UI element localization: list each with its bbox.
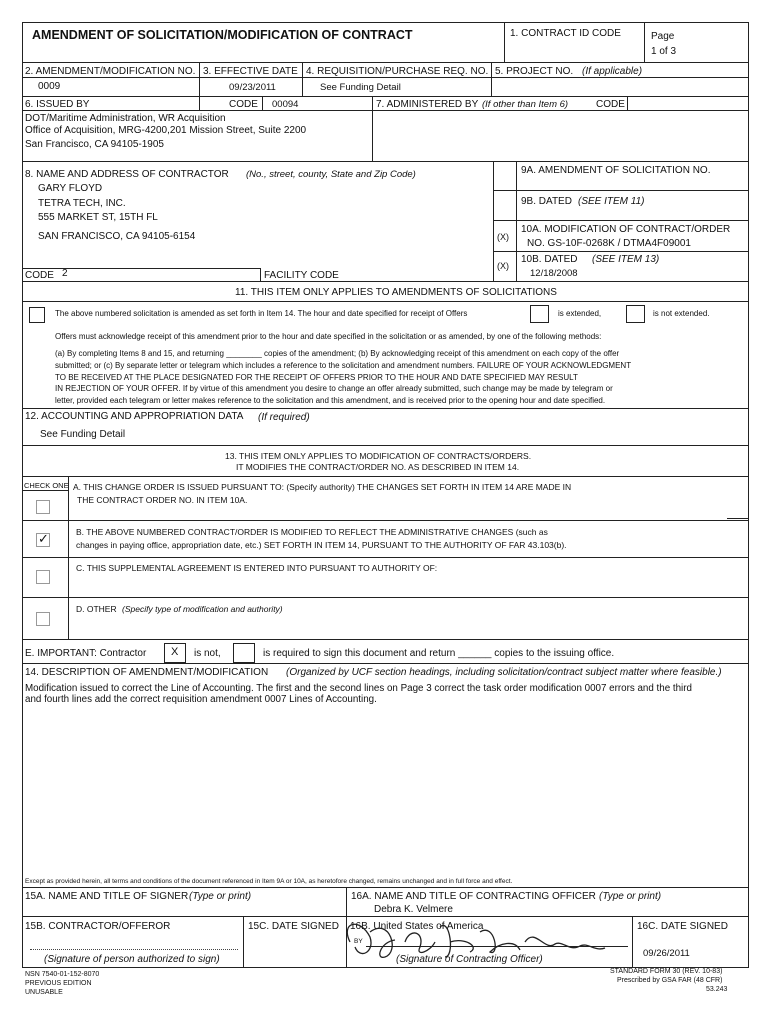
item8-label: 8. NAME AND ADDRESS OF CONTRACTOR — [25, 169, 229, 180]
handwritten-signature — [330, 912, 630, 964]
item6-code-label: CODE — [229, 99, 258, 110]
itemE-x: X — [171, 646, 179, 658]
item4-value: See Funding Detail — [320, 82, 401, 93]
item11-checkbox[interactable] — [29, 307, 45, 323]
option-b-line2: changes in paying office, appropriation date, etc.) SET FORTH IN ITEM 14, PURSUANT TO THE AUTHORITY OF FAR 43.103(b). — [76, 540, 567, 550]
option-d-hint: (Specify type of modification and authority) — [122, 604, 283, 614]
item16c-label: 16C. DATE SIGNED — [637, 921, 728, 932]
item10b-value: 12/18/2008 — [530, 268, 578, 279]
item12-hint: (If required) — [258, 412, 310, 423]
itemE-is-not-box[interactable] — [164, 643, 186, 663]
item10b-x: (X) — [497, 261, 509, 271]
methods-line4: IN REJECTION OF YOUR OFFER. If by virtue of this amendment you desire to change an offer already submitted, such change may be made by telegram or — [55, 384, 613, 393]
page-label: Page — [651, 31, 675, 42]
check-mark: ✓ — [38, 531, 49, 546]
form-left-border — [22, 22, 23, 968]
prescribed-label: Prescribed by GSA FAR (48 CFR) — [617, 977, 723, 984]
methods-line5: letter, provided each telegram or letter makes reference to the solicitation and this amendment, and is received prior to the opening hour and date specified. — [55, 396, 606, 405]
item16b-label: 16B. United States of America — [350, 921, 484, 932]
methods-line2: submitted; or (c) By separate letter or telegram which includes a reference to the solicitation and amendment numbers. FAILURE OF YOUR ACKNOWLEDGMENT — [55, 361, 632, 370]
option-d-checkbox[interactable] — [36, 612, 50, 626]
item7-code-label: CODE — [596, 99, 625, 110]
is-extended-checkbox[interactable] — [530, 305, 549, 323]
page-of: 1 of 3 — [651, 46, 677, 57]
item13-heading-line1: 13. THIS ITEM ONLY APPLIES TO MODIFICATION OF CONTRACTS/ORDERS. — [225, 451, 532, 461]
item15a-hint: (Type or print) — [189, 891, 252, 902]
item3-value: 09/23/2011 — [229, 82, 276, 93]
itemE-is-not: is not, — [194, 648, 221, 659]
itemE-is-required-box[interactable] — [233, 643, 255, 663]
item12-label: 12. ACCOUNTING AND APPROPRIATION DATA — [25, 411, 244, 422]
contractor-line1: GARY FLOYD — [38, 183, 103, 194]
item11-heading: 11. THIS ITEM ONLY APPLIES TO AMENDMENTS OF SOLICITATIONS — [235, 287, 557, 298]
sf30-label: STANDARD FORM 30 (REV. 10-83) — [610, 968, 723, 975]
item9b-label: 9B. DATED — [521, 196, 572, 207]
contractor-line4: SAN FRANCISCO, CA 94105-6154 — [38, 231, 196, 242]
item16c-value: 09/26/2011 — [643, 948, 690, 959]
contractor-code-label: CODE — [25, 270, 54, 281]
nsn: NSN 7540-01-152-8070 — [25, 971, 100, 978]
methods-line3: TO BE RECEIVED AT THE PLACE DESIGNATED FOR THE RECEIPT OF OFFERS PRIOR TO THE HOUR AND DATE SPECIFIED MAY RESULT — [55, 373, 578, 382]
option-a-checkbox[interactable] — [36, 500, 50, 514]
item10a-label: 10A. MODIFICATION OF CONTRACT/ORDER — [521, 224, 731, 235]
item15b-label: 15B. CONTRACTOR/OFFEROR — [25, 921, 171, 932]
item9a-label: 9A. AMENDMENT OF SOLICITATION NO. — [521, 165, 711, 176]
option-b-checkbox[interactable] — [36, 533, 50, 547]
item3-label: 3. EFFECTIVE DATE — [203, 66, 298, 77]
except-text: Except as provided herein, all terms and conditions of the document referenced in Item 9A or 10A, as heretofore changed, remains unchanged and in full force and effect. — [25, 878, 513, 885]
option-c-checkbox[interactable] — [36, 570, 50, 584]
contractor-line2: TETRA TECH, INC. — [38, 198, 126, 209]
facility-code-label: FACILITY CODE — [264, 270, 339, 281]
item2-label: 2. AMENDMENT/MODIFICATION NO. — [25, 66, 196, 77]
item14-hint: (Organized by UCF section headings, including solicitation/contract subject matter where feasible.) — [286, 667, 722, 678]
unusable: UNUSABLE — [25, 989, 63, 996]
item10b-hint: (SEE ITEM 13) — [592, 254, 660, 265]
far-number: 53.243 — [706, 986, 728, 993]
previous-edition: PREVIOUS EDITION — [25, 980, 92, 987]
option-a-line1: A. THIS CHANGE ORDER IS ISSUED PURSUANT TO: (Specify authority) THE CHANGES SET FORTH IN ITEM 14 ARE MADE IN — [73, 482, 572, 492]
option-a-line2: THE CONTRACT ORDER NO. IN ITEM 10A. — [77, 495, 248, 505]
item15a-label: 15A. NAME AND TITLE OF SIGNER — [25, 891, 189, 902]
item16a-value: Debra K. Velmere — [374, 904, 453, 915]
item2-value: 0009 — [38, 81, 61, 92]
is-not-extended-label: is not extended. — [653, 309, 710, 318]
item10b-label: 10B. DATED — [521, 254, 578, 265]
issuer-line3: San Francisco, CA 94105-1905 — [25, 139, 164, 150]
issuer-line1: DOT/Maritime Administration, WR Acquisition — [25, 113, 226, 124]
item10a-value: NO. GS-10F-0268K / DTMA4F09001 — [527, 238, 691, 249]
is-extended-label: is extended, — [558, 309, 602, 318]
item15c-label: 15C. DATE SIGNED — [248, 921, 339, 932]
form-right-border — [748, 22, 749, 968]
contractor-code-value: 2 — [62, 268, 68, 279]
signer-signature-line — [30, 949, 238, 950]
is-not-extended-checkbox[interactable] — [626, 305, 645, 323]
item14-label: 14. DESCRIPTION OF AMENDMENT/MODIFICATION — [25, 667, 269, 678]
item16a-hint: (Type or print) — [599, 891, 662, 902]
itemE-label: E. IMPORTANT: Contractor — [25, 648, 147, 659]
option-d-label: D. OTHER — [76, 604, 117, 614]
item5-label: 5. PROJECT NO. — [495, 66, 574, 77]
item7-hint: (If other than Item 6) — [482, 99, 569, 110]
item10a-x: (X) — [497, 232, 509, 242]
item11-text: The above numbered solicitation is amended as set forth in Item 14. The hour and date specified for receipt of Offers — [55, 309, 468, 318]
item14-line2: and fourth lines add the correct requisition amendment 0007 Lines of Accounting. — [25, 694, 377, 705]
sig-officer-caption: (Signature of Contracting Officer) — [396, 954, 543, 965]
item4-label: 4. REQUISITION/PURCHASE REQ. NO. — [306, 66, 489, 77]
item7-label: 7. ADMINISTERED BY — [376, 99, 479, 110]
item16a-label: 16A. NAME AND TITLE OF CONTRACTING OFFICER — [351, 891, 596, 902]
item6-code: 00094 — [272, 99, 299, 110]
item12-value: See Funding Detail — [40, 429, 126, 440]
sig-person-caption: (Signature of person authorized to sign) — [44, 954, 220, 965]
issuer-line2: Office of Acquisition, MRG-4200,201 Mission Street, Suite 2200 — [25, 125, 307, 136]
contractor-line3: 555 MARKET ST, 15TH FL — [38, 212, 158, 223]
item14-line1: Modification issued to correct the Line of Accounting. The first and the second lines on Page 3 correct the task order modification 0007 errors and the third — [25, 683, 692, 694]
methods-line1: (a) By completing Items 8 and 15, and returning ________ copies of the amendment; (b) By acknowledging receipt of this amendment on each copy of the offer — [55, 349, 620, 358]
item1-label: 1. CONTRACT ID CODE — [510, 28, 621, 39]
form-top-border — [22, 22, 748, 23]
item8-hint: (No., street, county, State and Zip Code) — [246, 169, 416, 180]
itemE-rest: is required to sign this document and return ______ copies to the issuing office. — [263, 648, 615, 659]
option-c-text: C. THIS SUPPLEMENTAL AGREEMENT IS ENTERED INTO PURSUANT TO AUTHORITY OF: — [76, 563, 438, 573]
offers-ack: Offers must acknowledge receipt of this amendment prior to the hour and date specified in the solicitation or as amended, by one of the following methods: — [55, 332, 602, 341]
by-label: BY — [354, 938, 363, 945]
item5-hint: (If applicable) — [582, 66, 643, 77]
item13-heading-line2: IT MODIFIES THE CONTRACT/ORDER NO. AS DESCRIBED IN ITEM 14. — [236, 462, 520, 472]
check-one-label: CHECK ONE — [24, 481, 69, 490]
item9b-hint: (SEE ITEM 11) — [578, 196, 645, 207]
form-title: AMENDMENT OF SOLICITATION/MODIFICATION OF CONTRACT — [32, 28, 413, 42]
item6-label: 6. ISSUED BY — [25, 99, 90, 110]
option-b-line1: B. THE ABOVE NUMBERED CONTRACT/ORDER IS MODIFIED TO REFLECT THE ADMINISTRATIVE CHANGES (such as — [76, 527, 548, 537]
